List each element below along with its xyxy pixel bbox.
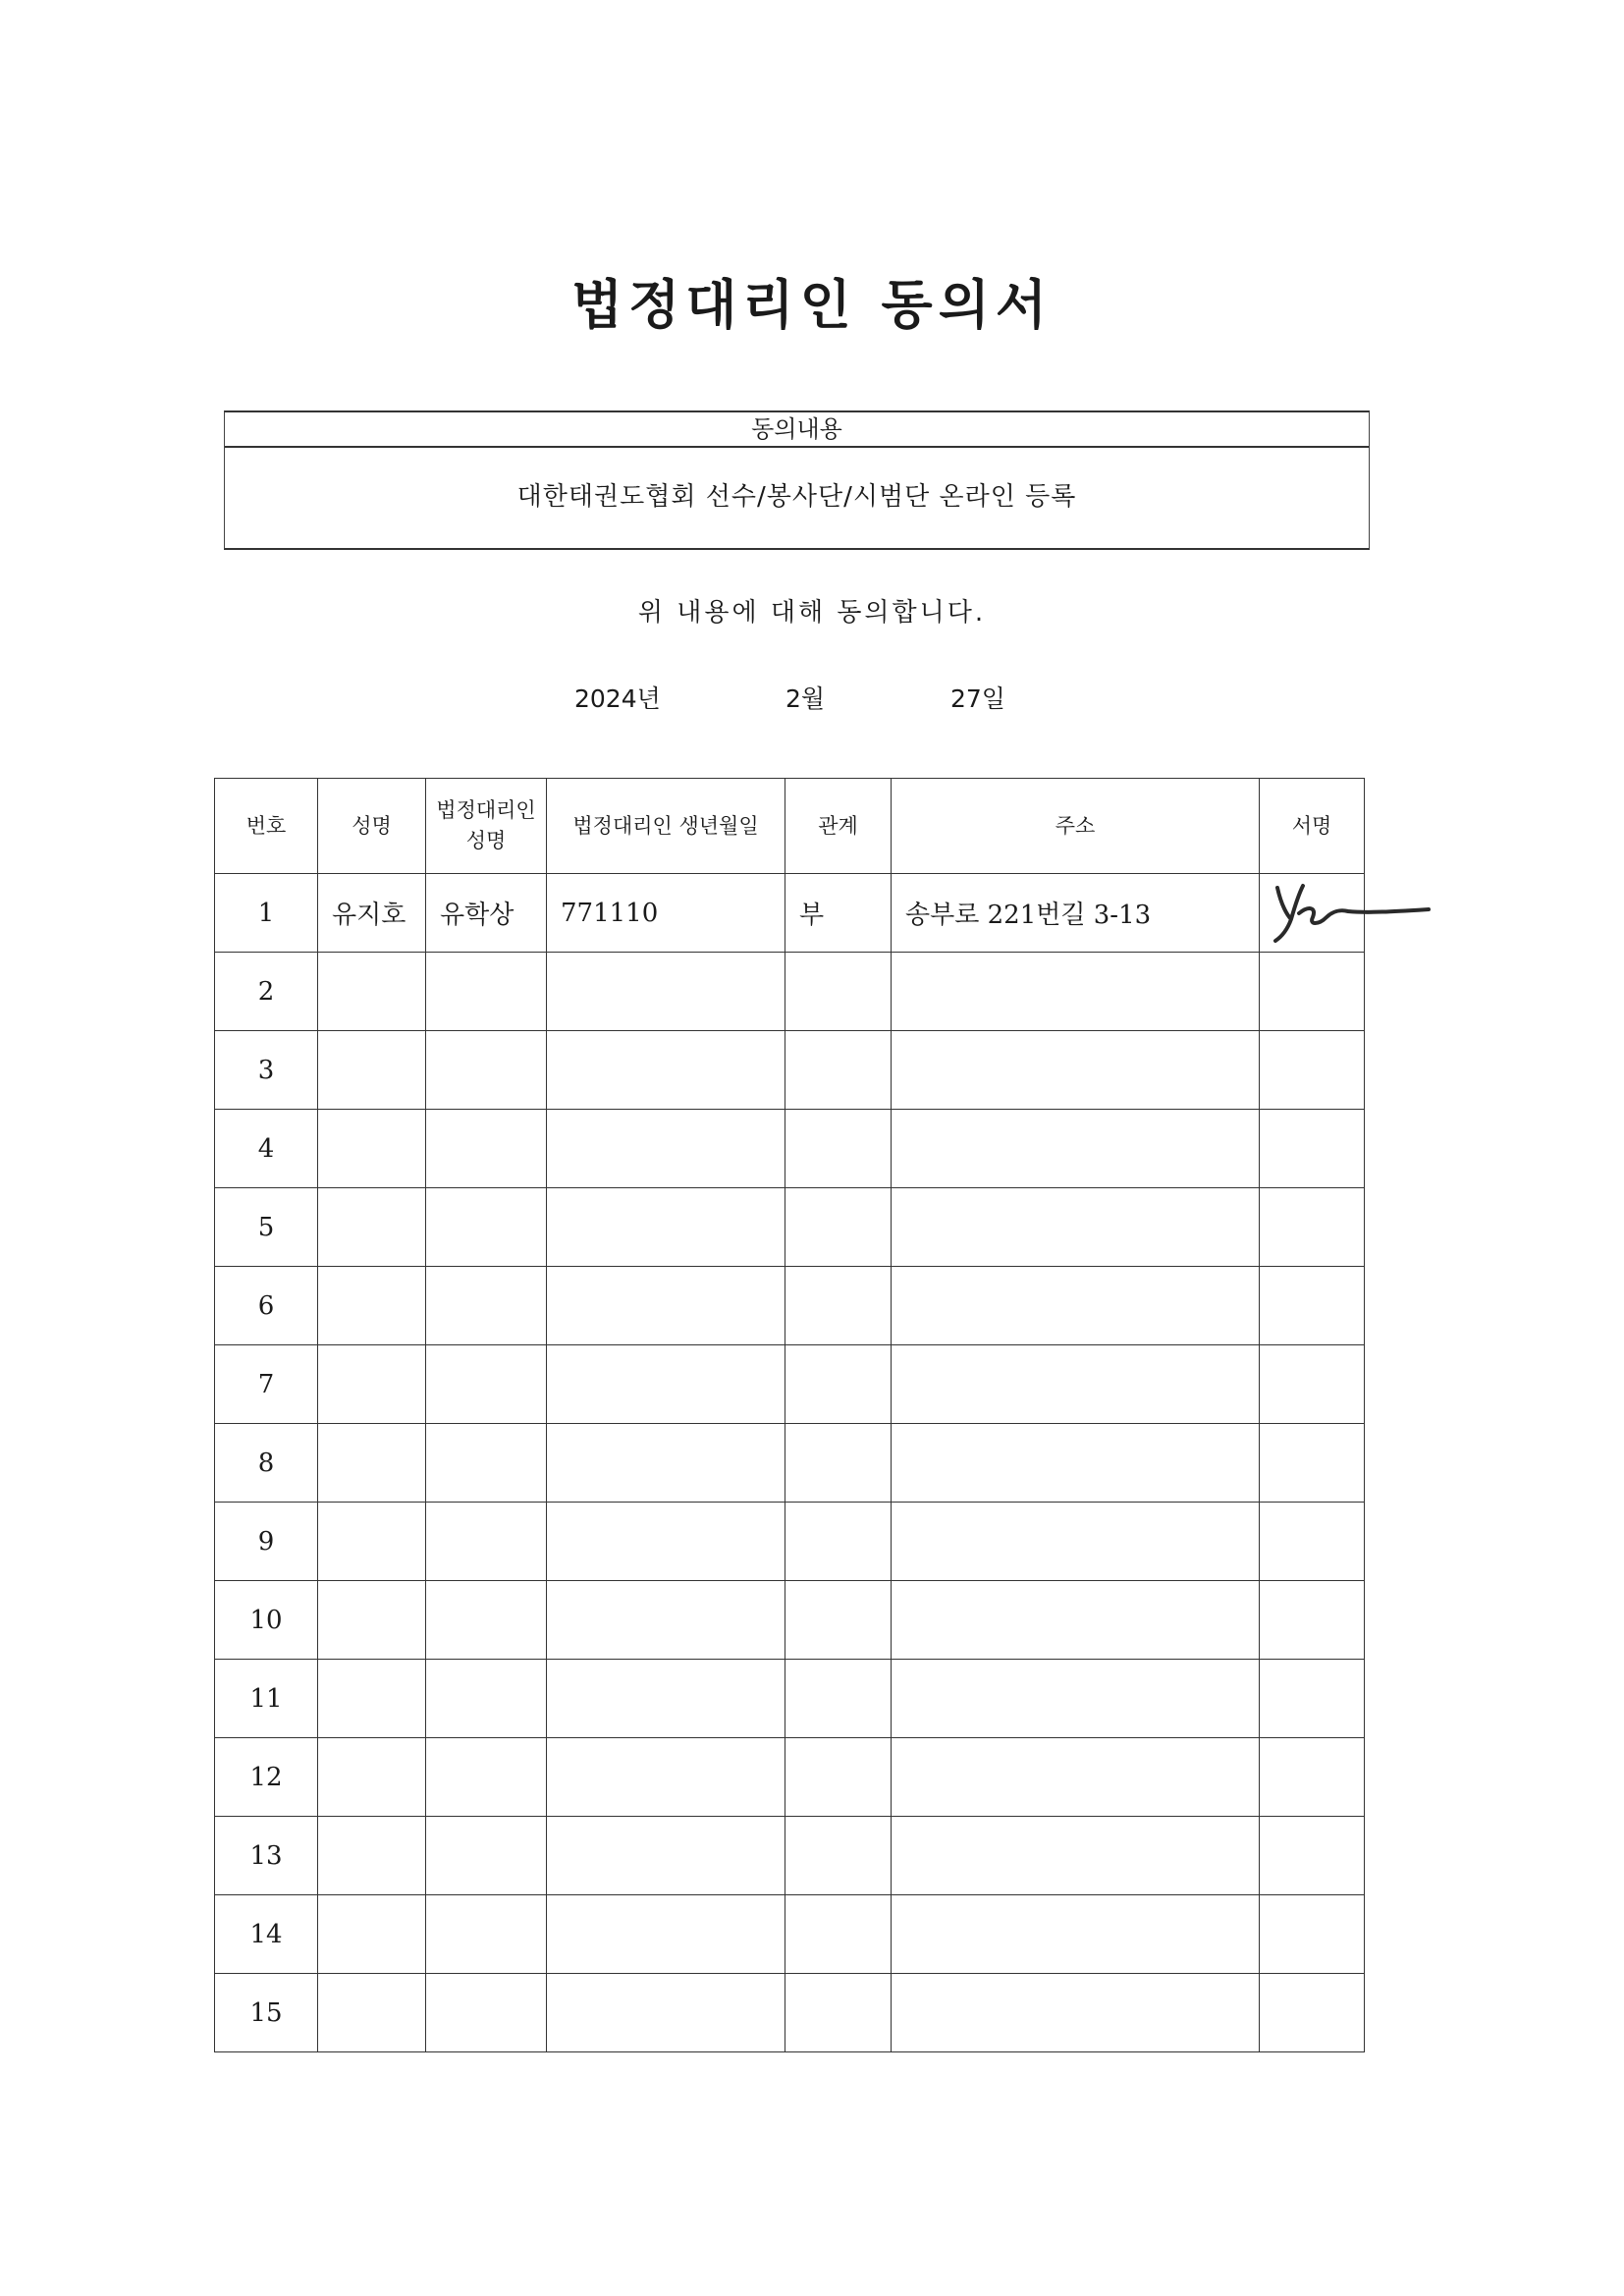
cell-relation: [785, 1031, 892, 1110]
cell-name: [318, 1738, 426, 1817]
cell-signature: [1260, 1110, 1365, 1188]
cell-guardian-name: 유학상: [426, 874, 547, 953]
cell-number: 3: [215, 1031, 318, 1110]
table-row: [215, 1738, 1365, 1817]
cell-address: [892, 1188, 1260, 1267]
cell-guardian-name: [426, 1345, 547, 1424]
cell-guardian-birth: [547, 1188, 785, 1267]
cell-guardian-birth: [547, 1974, 785, 2052]
cell-name: [318, 1974, 426, 2052]
cell-number: 10: [215, 1581, 318, 1660]
cell-name: [318, 1267, 426, 1345]
cell-address: [892, 953, 1260, 1031]
cell-name: [318, 1503, 426, 1581]
handwritten-signature: [1270, 876, 1436, 945]
cell-guardian-birth: [547, 1503, 785, 1581]
cell-guardian-birth: [547, 1267, 785, 1345]
table-row: [215, 1817, 1365, 1895]
cell-guardian-birth: [547, 1817, 785, 1895]
guardian-table-wrapper: [214, 778, 1365, 2052]
cell-number: 14: [215, 1895, 318, 1974]
date-month: 2월: [785, 684, 826, 713]
cell-name: [318, 1188, 426, 1267]
cell-signature: [1260, 1581, 1365, 1660]
header-address: 주소: [892, 779, 1260, 874]
cell-name: [318, 1660, 426, 1738]
cell-number: 13: [215, 1817, 318, 1895]
cell-relation: [785, 1581, 892, 1660]
cell-address: [892, 1267, 1260, 1345]
cell-name: [318, 1424, 426, 1503]
consent-box: [224, 410, 1370, 550]
cell-name: [318, 1110, 426, 1188]
cell-guardian-birth: [547, 1895, 785, 1974]
cell-name: [318, 1895, 426, 1974]
consent-heading: 동의내용: [225, 412, 1369, 448]
cell-signature: [1260, 1424, 1365, 1503]
cell-guardian-name: [426, 1267, 547, 1345]
cell-address: [892, 1660, 1260, 1738]
table-row: [215, 1110, 1365, 1188]
cell-signature: [1260, 1267, 1365, 1345]
cell-guardian-name: [426, 1660, 547, 1738]
cell-relation: [785, 1267, 892, 1345]
table-row: [215, 1188, 1365, 1267]
cell-address: [892, 1110, 1260, 1188]
cell-relation: [785, 1424, 892, 1503]
table-row: [215, 1031, 1365, 1110]
cell-relation: [785, 1817, 892, 1895]
table-row: [215, 1424, 1365, 1503]
table-row: [215, 1345, 1365, 1424]
cell-relation: [785, 1345, 892, 1424]
table-row: [215, 874, 1365, 953]
cell-number: 1: [215, 874, 318, 953]
cell-relation: [785, 1974, 892, 2052]
table-row: [215, 1267, 1365, 1345]
cell-guardian-name: [426, 1188, 547, 1267]
header-relation: 관계: [785, 779, 892, 874]
table-row: [215, 1895, 1365, 1974]
table-row: [215, 1660, 1365, 1738]
cell-signature: [1260, 1345, 1365, 1424]
date-day: 27일: [950, 684, 1005, 713]
table-row: [215, 1581, 1365, 1660]
cell-address: [892, 1031, 1260, 1110]
table-header-row: [215, 779, 1365, 874]
table-row: [215, 953, 1365, 1031]
cell-address: [892, 1424, 1260, 1503]
cell-guardian-name: [426, 1895, 547, 1974]
cell-name: [318, 1817, 426, 1895]
cell-guardian-name: [426, 1817, 547, 1895]
cell-relation: [785, 953, 892, 1031]
cell-guardian-name: [426, 1031, 547, 1110]
cell-guardian-birth: [547, 1738, 785, 1817]
cell-number: 4: [215, 1110, 318, 1188]
cell-guardian-name: [426, 1424, 547, 1503]
consent-text: 대한태권도협회 선수/봉사단/시범단 온라인 등록: [516, 482, 1077, 512]
cell-guardian-birth: 771110: [547, 874, 785, 953]
guardian-consent-table: [214, 778, 1365, 2052]
cell-name: [318, 1031, 426, 1110]
cell-signature: [1260, 874, 1365, 953]
cell-signature: [1260, 953, 1365, 1031]
cell-address: 송부로 221번길 3-13: [892, 874, 1260, 953]
cell-number: 6: [215, 1267, 318, 1345]
cell-number: 5: [215, 1188, 318, 1267]
header-guardian-birth: 법정대리인 생년월일: [547, 779, 785, 874]
cell-guardian-name: [426, 953, 547, 1031]
cell-signature: [1260, 1031, 1365, 1110]
cell-address: [892, 1817, 1260, 1895]
header-signature: 서명: [1260, 779, 1365, 874]
cell-number: 7: [215, 1345, 318, 1424]
cell-relation: [785, 1503, 892, 1581]
header-guardian-name: 법정대리인 성명: [426, 779, 547, 874]
cell-number: 9: [215, 1503, 318, 1581]
cell-name: [318, 1345, 426, 1424]
header-name: 성명: [318, 779, 426, 874]
cell-guardian-name: [426, 1581, 547, 1660]
cell-guardian-birth: [547, 1110, 785, 1188]
cell-signature: [1260, 1738, 1365, 1817]
agreement-statement: 위 내용에 대해 동의합니다.: [637, 598, 987, 628]
cell-guardian-birth: [547, 1345, 785, 1424]
page-title: 법정대리인 동의서: [570, 274, 1054, 336]
cell-signature: [1260, 1503, 1365, 1581]
cell-guardian-birth: [547, 1424, 785, 1503]
cell-signature: [1260, 1188, 1365, 1267]
cell-number: 2: [215, 953, 318, 1031]
cell-address: [892, 1503, 1260, 1581]
cell-relation: [785, 1110, 892, 1188]
cell-name: [318, 953, 426, 1031]
cell-guardian-name: [426, 1974, 547, 2052]
table-row: [215, 1974, 1365, 2052]
cell-guardian-birth: [547, 953, 785, 1031]
cell-relation: [785, 1895, 892, 1974]
cell-guardian-name: [426, 1738, 547, 1817]
cell-guardian-name: [426, 1503, 547, 1581]
cell-relation: 부: [785, 874, 892, 953]
cell-number: 11: [215, 1660, 318, 1738]
cell-guardian-birth: [547, 1660, 785, 1738]
cell-signature: [1260, 1895, 1365, 1974]
cell-address: [892, 1581, 1260, 1660]
cell-number: 15: [215, 1974, 318, 2052]
cell-address: [892, 1895, 1260, 1974]
date-year: 2024년: [574, 684, 661, 713]
cell-signature: [1260, 1974, 1365, 2052]
cell-relation: [785, 1188, 892, 1267]
header-number: 번호: [215, 779, 318, 874]
cell-number: 12: [215, 1738, 318, 1817]
cell-name: 유지호: [318, 874, 426, 953]
cell-guardian-name: [426, 1110, 547, 1188]
cell-name: [318, 1581, 426, 1660]
cell-guardian-birth: [547, 1031, 785, 1110]
cell-guardian-birth: [547, 1581, 785, 1660]
cell-signature: [1260, 1660, 1365, 1738]
table-row: [215, 1503, 1365, 1581]
cell-address: [892, 1738, 1260, 1817]
cell-relation: [785, 1660, 892, 1738]
cell-address: [892, 1345, 1260, 1424]
cell-number: 8: [215, 1424, 318, 1503]
cell-signature: [1260, 1817, 1365, 1895]
cell-relation: [785, 1738, 892, 1817]
cell-address: [892, 1974, 1260, 2052]
